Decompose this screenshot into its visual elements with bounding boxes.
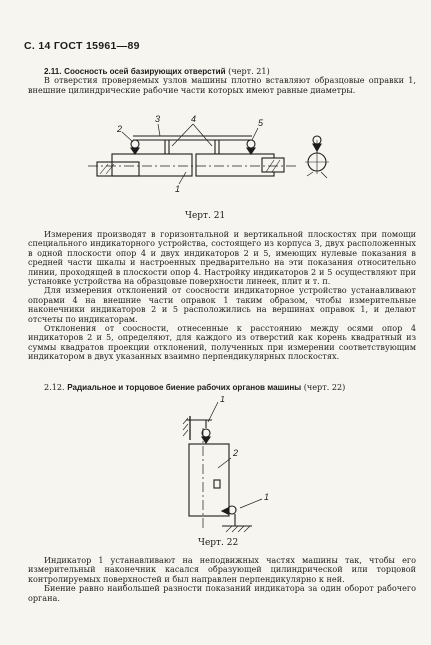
figure-22-caption: Черт. 22	[198, 538, 239, 548]
tail-text	[28, 556, 416, 603]
paragraph-tail-1: Индикатор 1 устанавливают на неподвижных частях машины так, чтобы его измерительный наконечник касался образующей цилиндрической или торцовой контролируемых поверхностей и был направлен перпендикулярно к ней.	[28, 555, 416, 584]
measurement-text	[28, 230, 416, 362]
fig21-label-4: 4	[191, 114, 197, 124]
fig22-label-2: 2	[233, 448, 239, 458]
fig21-label-2: 2	[117, 124, 123, 134]
fig21-label-1: 1	[175, 184, 181, 194]
section-title: Соосность осей базирующих отверстий	[64, 67, 226, 76]
section-2-11	[28, 67, 416, 95]
section-ref: (черт. 21)	[225, 66, 270, 76]
section-text: В отверстия проверяемых узлов машины плотно вставляют образцовые оправки 1, внешние цилиндрические рабочие части которых имеют равные диаметры.	[28, 75, 416, 95]
paragraph-tail-2: Биение равно наибольшей разности показаний индикатора за один оборот рабочего органа.	[28, 583, 416, 603]
left-mandrel-base	[97, 162, 139, 176]
fig21-label-3: 3	[155, 114, 161, 124]
section-2-12	[28, 383, 416, 392]
paragraph-3: Отклонения от соосности, отнесенные к расстоянию между осями опор 4 индикаторов 2 и 5, определяют, для каждого из отверстий как корень квадратный из суммы квадратов проекции отклонений, полученных при измерении соответствующим индикатором в двух указанных взаимно перпендикулярных плоскостях.	[28, 323, 416, 362]
section-number: 2.11.	[44, 67, 62, 76]
section-number: 2.12.	[44, 382, 65, 392]
figure-22	[0, 396, 431, 536]
fig21-label-5: 5	[258, 118, 264, 128]
section-title: Радиальное и торцовое биение рабочих органов машины	[67, 383, 302, 392]
page-header: С. 14 ГОСТ 15961—89	[24, 40, 140, 52]
figure-21-caption: Черт. 21	[185, 211, 226, 221]
fig22-label-1-bottom: 1	[264, 492, 270, 502]
fig22-label-1-top: 1	[220, 396, 226, 404]
paragraph-2: Для измерения отклонений от соосности индикаторное устройство устанавливают опорами 4 на внешние части оправок 1 таким образом, чтобы измерительные наконечники индикаторов 2 и 5 расположились на вершинах оправок 1, и делают отсчеты по индикаторам.	[28, 285, 416, 324]
paragraph-1: Измерения производят в горизонтальной и вертикальной плоскостях при помощи специального индикаторного устройства, состоящего из корпуса 3, двух расположенных в одной плоскости опор 4 и двух индикаторов 2 и 5, имеющих нулевые показания в средней части шкалы и настроенных предварительно на эти показания относительно линии, проходящей в плоскости опор 4. Настройку индикаторов 2 и 5 осуществляют при установке устройства на образцовые поверхности линеек, плит и т. п.	[28, 229, 416, 287]
right-mandrel-tail	[262, 158, 284, 172]
figure-21	[0, 110, 431, 220]
section-ref: (черт. 22)	[301, 382, 346, 392]
